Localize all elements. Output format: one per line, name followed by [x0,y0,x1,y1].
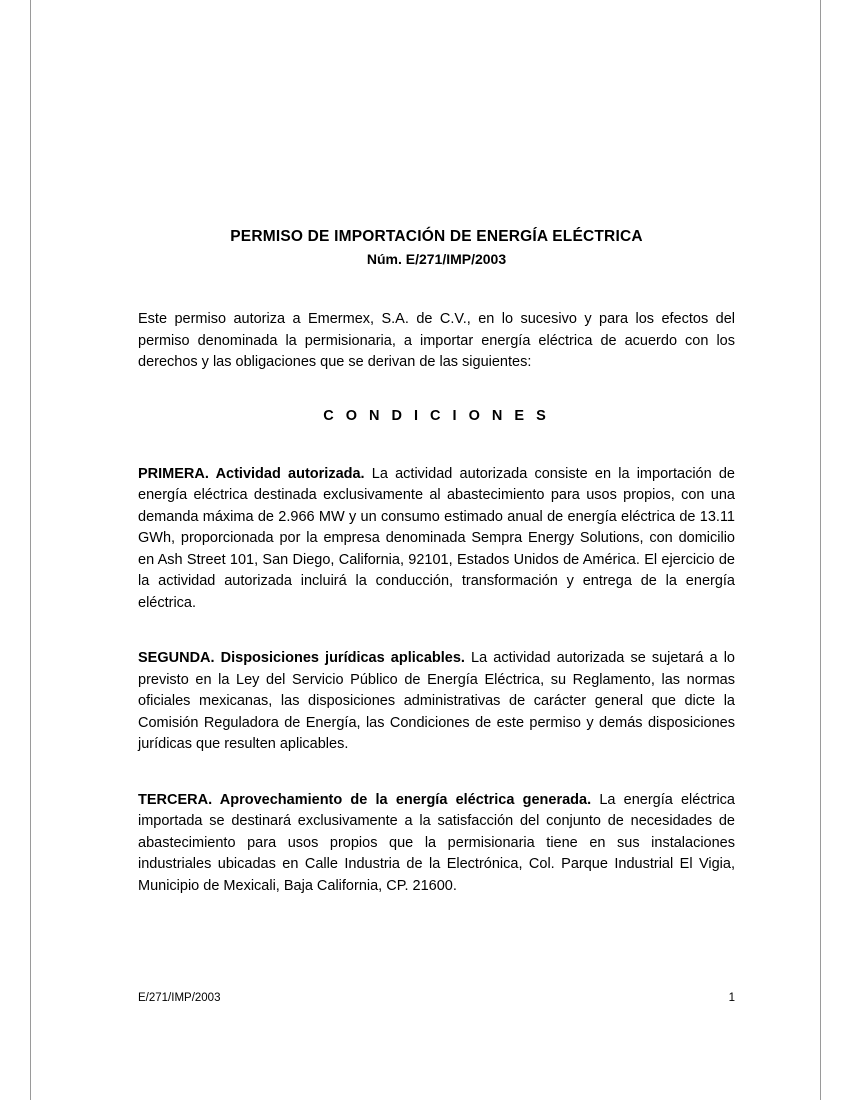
footer-page-number: 1 [728,992,735,1004]
document-permit-number: Núm. E/271/IMP/2003 [366,251,507,267]
clause-tercera [138,790,735,898]
page-border-left [30,0,31,1100]
clause-tercera-label: TERCERA. Aprovechamiento de la energía eléctrica generada. [138,791,592,808]
footer-reference: E/271/IMP/2003 [138,992,221,1004]
document-content [138,0,735,912]
page-border-right [820,0,821,1100]
document-title: PERMISO DE IMPORTACIÓN DE ENERGÍA ELÉCTRICA [230,228,643,245]
clause-segunda-text: La actividad autorizada se sujetará a lo previsto en la Ley del Servicio Público de Energía Eléctrica, su Reglamento, las normas oficiales mexicanas, las disposiciones administrativas de carácter general que dicte la Comisión Reguladora de Energía, las Condiciones de este permiso y demás disposiciones jurídicas que resulten aplicables. [138,650,735,752]
clause-primera-text: La actividad autorizada consiste en la importación de energía eléctrica destinada exclusivamente al abastecimiento para usos propios, con una demanda máxima de 2.966 MW y un consumo estimado anual de energía eléctrica de 13.11 GWh, proporcionada por la empresa denominada Sempra Energy Solutions, con domicilio en Ash Street 101, San Diego, California, 92101, Estados Unidos de América. El ejercicio de la actividad autorizada incluirá la conducción, transformación y entrega de la energía eléctrica. [138,465,735,611]
clause-segunda [138,648,735,756]
page-footer [138,992,735,1004]
conditions-heading: C O N D I C I O N E S [323,407,550,424]
clause-primera [138,464,735,615]
clause-primera-label: PRIMERA. Actividad autorizada. [138,465,365,482]
clause-tercera-text: La energía eléctrica importada se destinará exclusivamente a la satisfacción del conjunto de necesidades de abastecimiento para usos propios que la permisionaria tiene en sus instalaciones industriales ubicadas en Calle Industria de la Electrónica, Col. Parque Industrial El Vigia, Municipio de Mexicali, Baja California, CP. 21600. [138,791,735,894]
clause-segunda-label: SEGUNDA. Disposiciones jurídicas aplicables. [138,650,465,666]
intro-paragraph: Este permiso autoriza a Emermex, S.A. de C.V., en lo sucesivo y para los efectos del permiso denominada la permisionaria, a importar energía eléctrica de acuerdo con los derechos y las obligaciones que se derivan de las siguientes: [138,311,735,370]
